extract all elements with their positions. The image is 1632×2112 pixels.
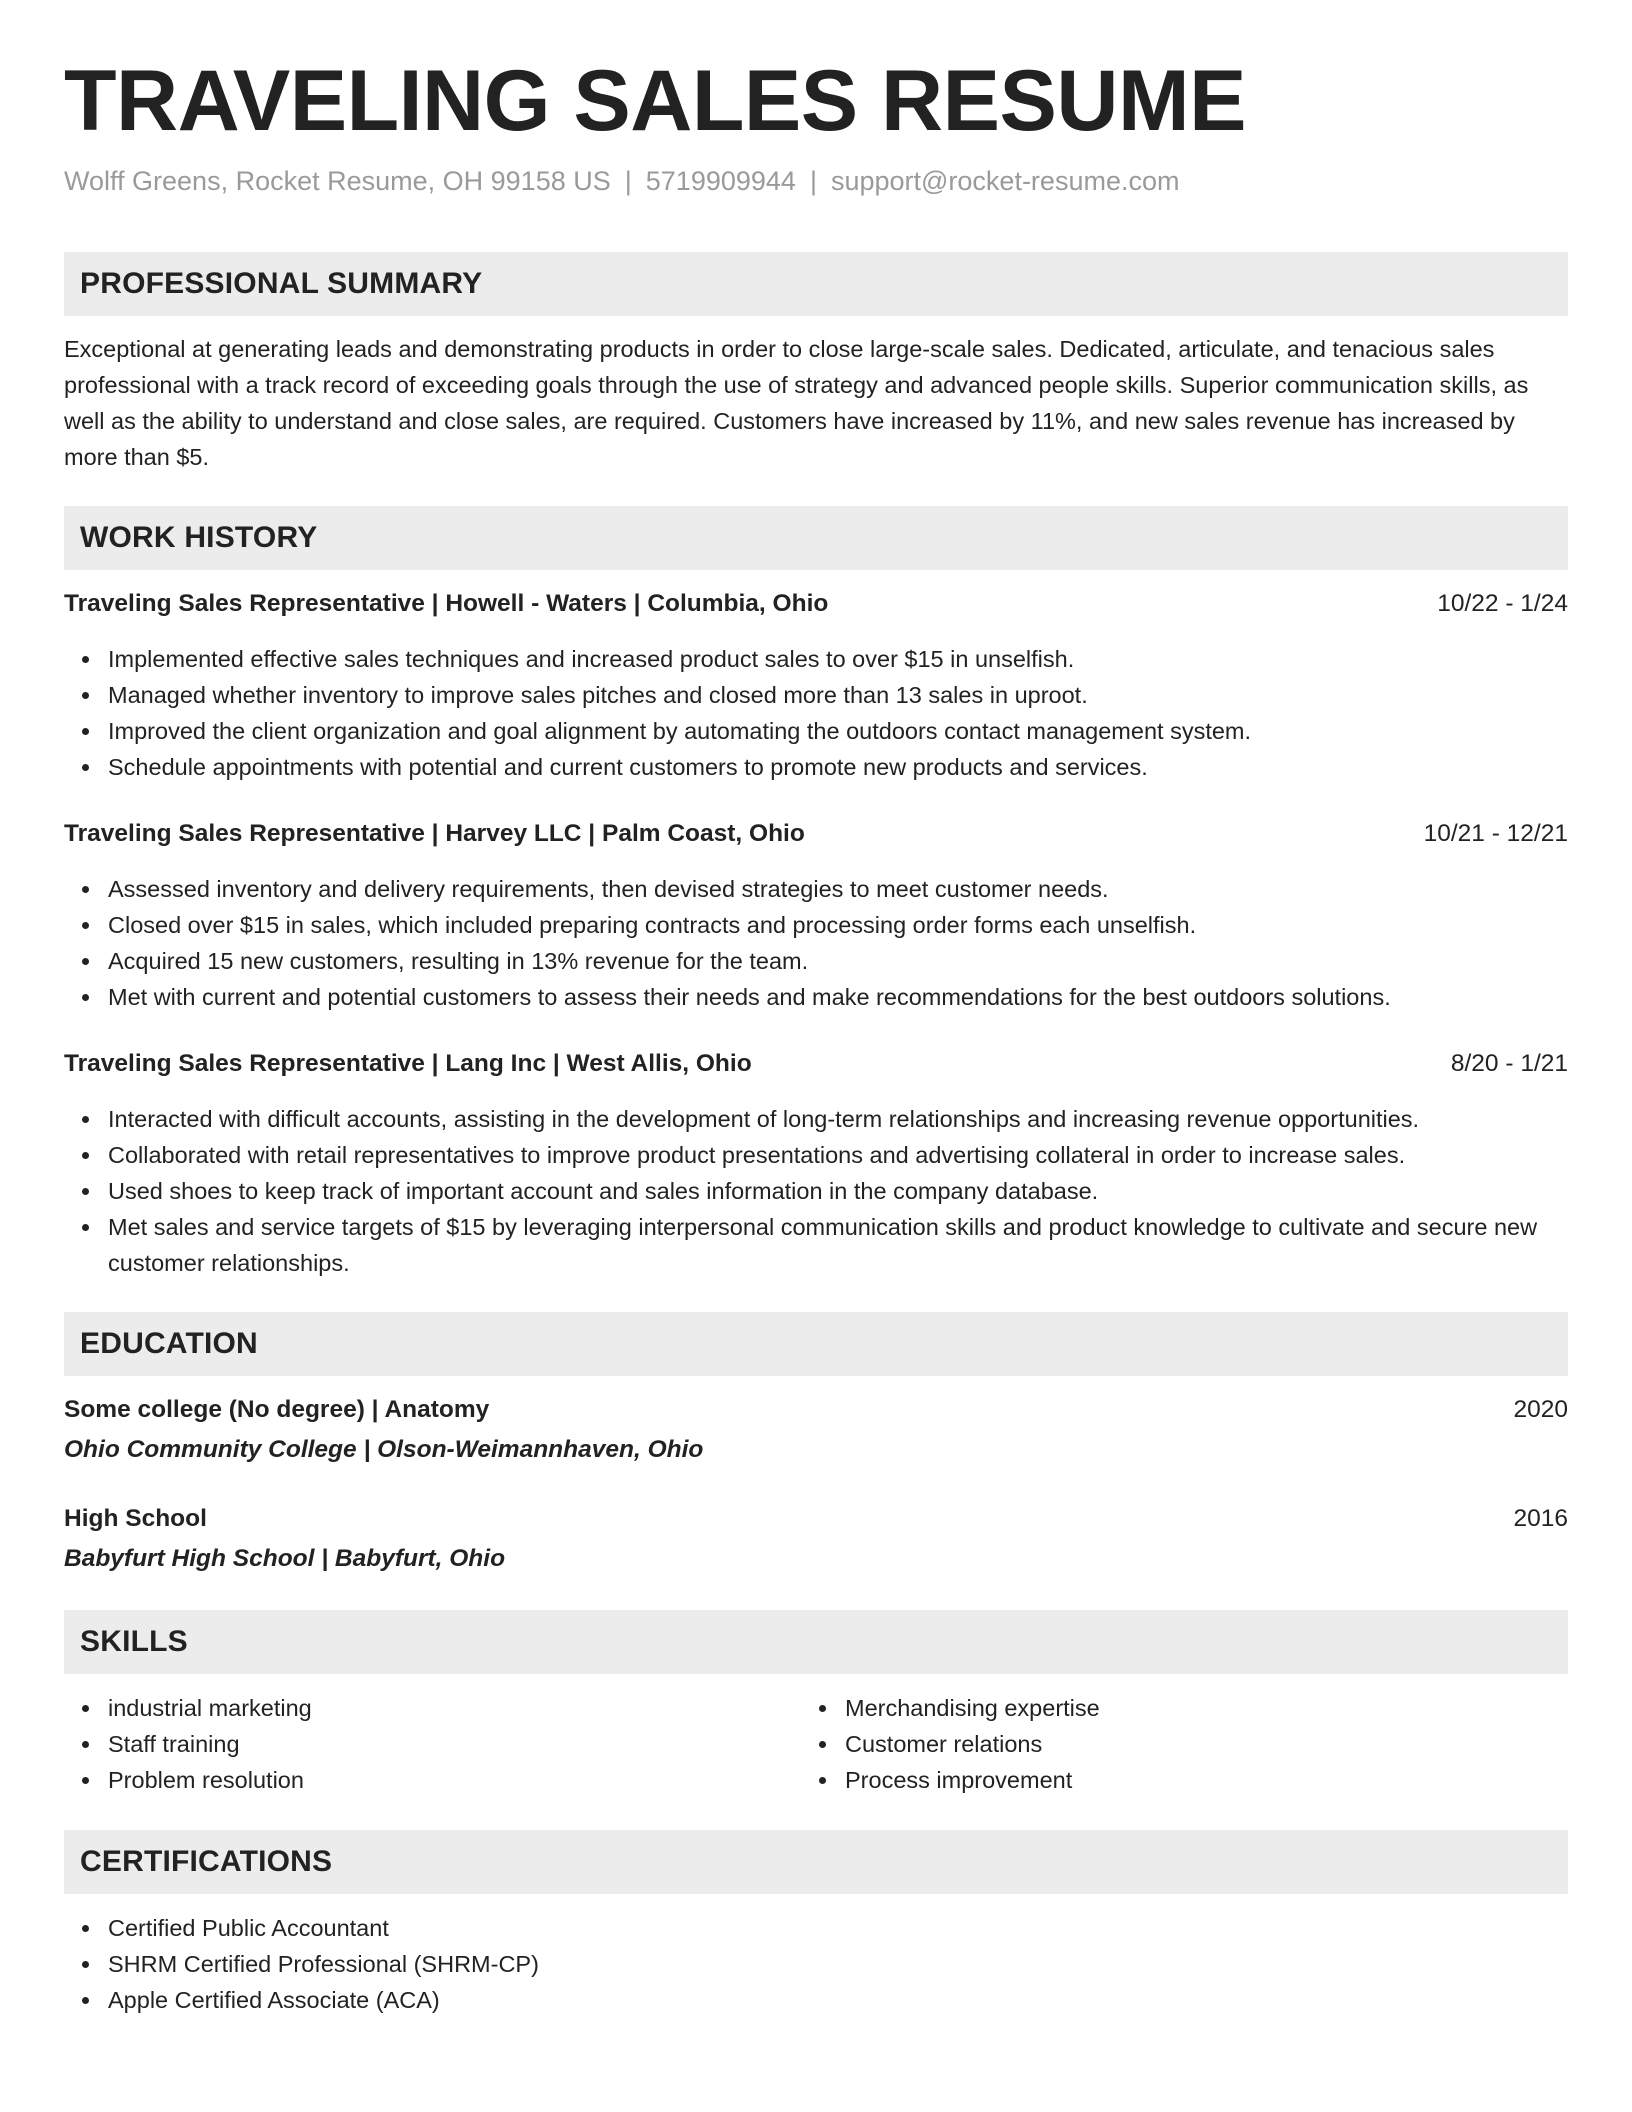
certifications-list — [64, 1910, 1568, 2018]
skill-item: industrial marketing — [64, 1690, 1568, 1726]
contact-separator: | — [624, 166, 632, 196]
resume-title: TRAVELING SALES RESUME — [64, 53, 1246, 149]
job-bullet: Improved the client organization and goal alignment by automating the outdoors contact management system. — [64, 713, 1568, 749]
job-bullet: Met sales and service targets of $15 by leveraging interpersonal communication skills and product knowledge to cultivate and secure new customer relationships. — [64, 1209, 1568, 1281]
section-header-work-history — [64, 506, 1568, 570]
education-degree: High School — [64, 1505, 207, 1532]
job-bullets — [64, 641, 1568, 785]
job-bullet: Schedule appointments with potential and current customers to promote new products and services. — [64, 749, 1568, 785]
job-bullet: Used shoes to keep track of important account and sales information in the company database. — [64, 1173, 1568, 1209]
skill-item: Process improvement — [801, 1762, 1632, 1798]
education-header — [64, 1392, 1568, 1428]
contact-phone: 5719909944 — [645, 166, 796, 196]
job-bullet: Implemented effective sales techniques and increased product sales to over $15 in unselfish. — [64, 641, 1568, 677]
job-title: Traveling Sales Representative | Harvey LLC | Palm Coast, Ohio — [64, 820, 805, 847]
summary-text: Exceptional at generating leads and demonstrating products in order to close large-scale sales. Dedicated, articulate, and tenacious sales professional with a track record of exceeding goals through the use of strategy and advanced people skills. Superior communication skills, as well as the ability to understand and close sales, are required. Customers have increased by 11%, and new sales revenue has increased by more than $5. — [64, 336, 1529, 470]
job-bullets — [64, 871, 1568, 1015]
education-header — [64, 1501, 1568, 1537]
job-bullet: Closed over $15 in sales, which included preparing contracts and processing order forms each unselfish. — [64, 907, 1568, 943]
certification-item: SHRM Certified Professional (SHRM-CP) — [64, 1946, 1568, 1982]
job-title: Traveling Sales Representative | Lang Inc | West Allis, Ohio — [64, 1050, 752, 1077]
education-degree: Some college (No degree) | Anatomy — [64, 1396, 490, 1423]
job-dates: 10/21 - 12/21 — [1423, 820, 1568, 847]
skill-item: Staff training — [64, 1726, 1568, 1762]
job-bullet: Interacted with difficult accounts, assisting in the development of long-term relationships and increasing revenue opportunities. — [64, 1101, 1568, 1137]
skill-item: Problem resolution — [64, 1762, 1568, 1798]
skill-item: Customer relations — [801, 1726, 1632, 1762]
section-title-work-history: WORK HISTORY — [80, 521, 318, 554]
contact-line — [64, 166, 1179, 197]
section-title-education: EDUCATION — [80, 1327, 258, 1360]
job-dates: 10/22 - 1/24 — [1437, 590, 1568, 617]
section-title-skills: SKILLS — [80, 1625, 188, 1658]
certification-item: Certified Public Accountant — [64, 1910, 1568, 1946]
skills-list-right — [801, 1690, 1632, 1798]
contact-email: support@rocket-resume.com — [830, 166, 1180, 196]
education-school: Ohio Community College | Olson-Weimannhaven, Ohio — [64, 1436, 704, 1463]
section-header-summary — [64, 252, 1568, 316]
job-bullet: Acquired 15 new customers, resulting in 13% revenue for the team. — [64, 943, 1568, 979]
job-bullets — [64, 1101, 1568, 1281]
section-title-summary: PROFESSIONAL SUMMARY — [80, 267, 483, 300]
job-title: Traveling Sales Representative | Howell - Waters | Columbia, Ohio — [64, 590, 829, 617]
section-header-education — [64, 1312, 1568, 1376]
skill-item: Merchandising expertise — [801, 1690, 1632, 1726]
certification-item: Apple Certified Associate (ACA) — [64, 1982, 1568, 2018]
contact-address: Wolff Greens, Rocket Resume, OH 99158 US — [64, 166, 611, 196]
job-header — [64, 1046, 1568, 1082]
education-year: 2016 — [1513, 1505, 1568, 1532]
job-bullet: Met with current and potential customers to assess their needs and make recommendations for the best outdoors solutions. — [64, 979, 1568, 1015]
job-header — [64, 586, 1568, 622]
section-header-certifications — [64, 1830, 1568, 1894]
job-header — [64, 816, 1568, 852]
education-school: Babyfurt High School | Babyfurt, Ohio — [64, 1545, 506, 1572]
job-bullet: Assessed inventory and delivery requirements, then devised strategies to meet customer needs. — [64, 871, 1568, 907]
contact-separator: | — [809, 166, 817, 196]
section-title-certifications: CERTIFICATIONS — [80, 1845, 333, 1878]
section-header-skills — [64, 1610, 1568, 1674]
job-dates: 8/20 - 1/21 — [1450, 1050, 1568, 1077]
education-year: 2020 — [1513, 1396, 1568, 1423]
job-bullet: Collaborated with retail representatives to improve product presentations and advertising collateral in order to increase sales. — [64, 1137, 1568, 1173]
job-bullet: Managed whether inventory to improve sales pitches and closed more than 13 sales in uproot. — [64, 677, 1568, 713]
